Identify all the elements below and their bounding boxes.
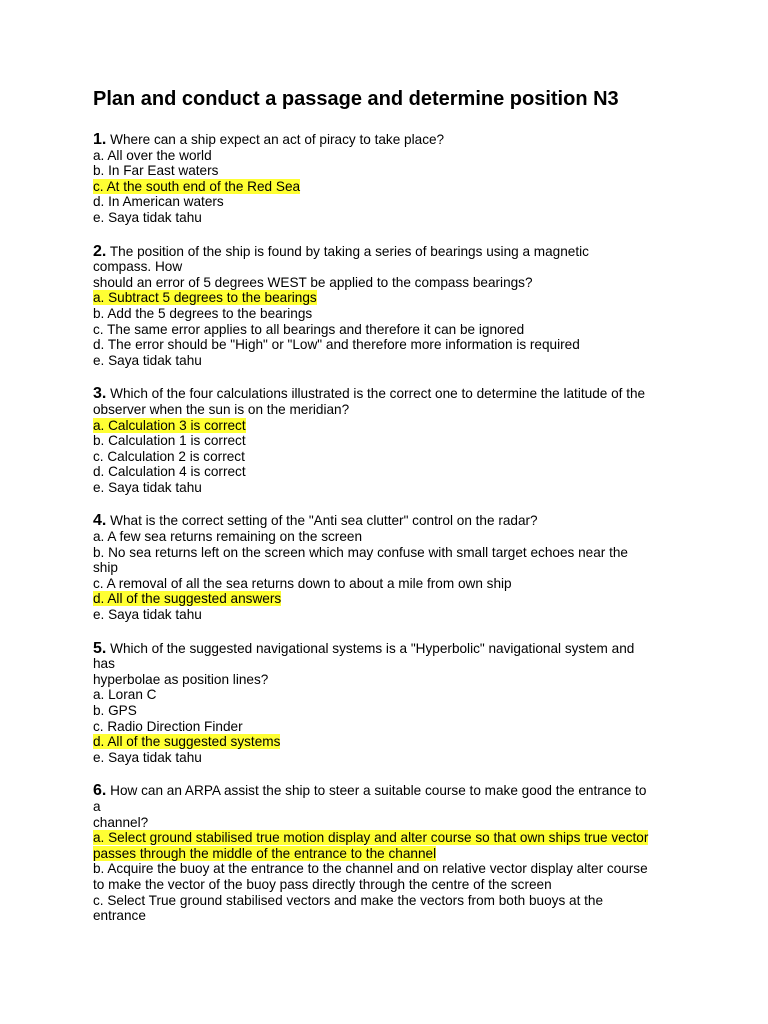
answer-option-text: c. Select True ground stabilised vectors and make the vectors from both buoys at the bbox=[93, 892, 604, 908]
answer-option-text: b. GPS bbox=[93, 703, 137, 718]
question-number: 1. bbox=[93, 131, 107, 148]
question-text: channel? bbox=[93, 814, 149, 830]
answer-option-text: e. Saya tidak tahu bbox=[93, 749, 202, 765]
answer-option-text: a. Loran C bbox=[93, 687, 157, 703]
question-text-line bbox=[93, 672, 693, 688]
answer-option bbox=[93, 194, 693, 210]
answer-option-text: entrance bbox=[93, 908, 146, 924]
question-list bbox=[93, 132, 693, 924]
answer-option-text: b. No sea returns left on the screen which may confuse with small target echoes near the bbox=[93, 544, 628, 560]
answer-option-text: d. Calculation 4 is correct bbox=[93, 464, 246, 480]
question-number: 4. bbox=[93, 512, 107, 530]
answer-option bbox=[93, 480, 693, 496]
answer-option bbox=[93, 576, 693, 592]
answer-option-highlighted bbox=[93, 179, 693, 195]
answer-option-highlighted bbox=[93, 734, 693, 750]
answer-option bbox=[93, 210, 693, 226]
answer-option bbox=[93, 893, 693, 909]
document-title: Plan and conduct a passage and determine position N3 bbox=[93, 88, 619, 110]
question-6 bbox=[93, 783, 693, 923]
question-text: a bbox=[93, 798, 101, 814]
document-page bbox=[93, 86, 693, 942]
question-text: The position of the ship is found by taking a series of bearings using a magnetic bbox=[109, 243, 589, 259]
question-text-line bbox=[93, 386, 693, 402]
answer-option-text: e. Saya tidak tahu bbox=[93, 607, 202, 623]
question-number: 2. bbox=[93, 242, 107, 260]
answer-option bbox=[93, 529, 693, 545]
answer-option bbox=[93, 464, 693, 480]
answer-option-text: b. Acquire the buoy at the entrance to the channel and on relative vector display alter course bbox=[93, 861, 648, 877]
answer-option-text: b. Calculation 1 is correct bbox=[93, 433, 246, 449]
answer-option-text: d. All of the suggested answers bbox=[93, 591, 282, 607]
answer-option bbox=[93, 861, 693, 877]
question-text: How can an ARPA assist the ship to steer a suitable course to make good the entrance to bbox=[110, 783, 647, 799]
question-number: 5. bbox=[93, 639, 107, 657]
question-3 bbox=[93, 386, 693, 495]
answer-option-text: c. Calculation 2 is correct bbox=[93, 448, 245, 464]
answer-option-highlighted bbox=[93, 418, 693, 434]
question-text-line bbox=[93, 402, 693, 418]
question-1 bbox=[93, 132, 693, 226]
answer-option bbox=[93, 306, 693, 322]
answer-option bbox=[93, 337, 693, 353]
question-text-line bbox=[93, 656, 693, 672]
answer-option-text: c. A removal of all the sea returns down to about a mile from own ship bbox=[93, 575, 512, 591]
answer-option-text: d. All of the suggested systems bbox=[93, 734, 281, 750]
answer-option-text: b. Add the 5 degrees to the bearings bbox=[93, 305, 313, 321]
answer-option bbox=[93, 449, 693, 465]
question-text-line bbox=[93, 783, 693, 799]
answer-option bbox=[93, 719, 693, 735]
answer-option bbox=[93, 750, 693, 766]
question-number: 6. bbox=[93, 782, 107, 800]
answer-option bbox=[93, 687, 693, 703]
answer-option-text: a. A few sea returns remaining on the screen bbox=[93, 529, 363, 545]
answer-option-text: d. The error should be "High" or "Low" and therefore more information is required bbox=[93, 337, 580, 353]
answer-option-text: a. Calculation 3 is correct bbox=[93, 417, 246, 433]
answer-option-text: a. Select ground stabilised true motion display and alter course so that own ships true vector bbox=[93, 830, 649, 846]
answer-option-text: c. The same error applies to all bearings and therefore it can be ignored bbox=[93, 321, 525, 337]
answer-option-text: b. In Far East waters bbox=[93, 163, 219, 179]
question-text-line bbox=[93, 259, 693, 275]
answer-option bbox=[93, 322, 693, 338]
question-text: What is the correct setting of the "Anti sea clutter" control on the radar? bbox=[110, 513, 538, 529]
answer-option bbox=[93, 908, 693, 924]
answer-option-text: ship bbox=[93, 560, 118, 576]
question-text: should an error of 5 degrees WEST be applied to the compass bearings? bbox=[93, 274, 533, 290]
question-text-line bbox=[93, 244, 693, 260]
question-5 bbox=[93, 641, 693, 766]
answer-option-highlighted bbox=[93, 846, 693, 862]
answer-option-text: c. Radio Direction Finder bbox=[93, 718, 243, 734]
answer-option bbox=[93, 607, 693, 623]
question-text-line bbox=[93, 275, 693, 291]
answer-option-text: c. At the south end of the Red Sea bbox=[93, 178, 301, 194]
question-text: hyperbolae as position lines? bbox=[93, 671, 269, 687]
question-text: compass. How bbox=[93, 259, 183, 275]
question-text-line bbox=[93, 799, 693, 815]
answer-option bbox=[93, 560, 693, 576]
answer-option-text: e. Saya tidak tahu bbox=[93, 352, 202, 368]
question-number: 3. bbox=[93, 385, 107, 403]
question-text: Which of the suggested navigational systems is a "Hyperbolic" navigational system and bbox=[110, 640, 635, 656]
answer-option-text: to make the vector of the buoy pass directly through the centre of the screen bbox=[93, 876, 552, 892]
answer-option bbox=[93, 545, 693, 561]
question-text: Where can a ship expect an act of piracy to take place? bbox=[110, 132, 445, 147]
question-2 bbox=[93, 244, 693, 369]
answer-option bbox=[93, 703, 693, 719]
answer-option-text: a. All over the world bbox=[93, 147, 212, 163]
question-text: Which of the four calculations illustrated is the correct one to determine the latitude of the bbox=[110, 386, 646, 402]
question-text-line bbox=[93, 815, 693, 831]
question-4 bbox=[93, 513, 693, 622]
question-text: has bbox=[93, 656, 115, 672]
question-text: observer when the sun is on the meridian? bbox=[93, 401, 350, 417]
question-text-line bbox=[93, 641, 693, 657]
answer-option-text: e. Saya tidak tahu bbox=[93, 209, 202, 225]
answer-option bbox=[93, 163, 693, 179]
answer-option bbox=[93, 148, 693, 164]
question-text-line bbox=[93, 513, 693, 529]
answer-option-highlighted bbox=[93, 290, 693, 306]
answer-option-text: a. Subtract 5 degrees to the bearings bbox=[93, 290, 317, 306]
answer-option-highlighted bbox=[93, 830, 693, 846]
question-text-line bbox=[93, 132, 693, 148]
answer-option-text: e. Saya tidak tahu bbox=[93, 479, 202, 495]
answer-option bbox=[93, 877, 693, 893]
answer-option bbox=[93, 353, 693, 369]
answer-option-text: d. In American waters bbox=[93, 194, 224, 210]
answer-option-text: passes through the middle of the entrance to the channel bbox=[93, 845, 437, 861]
answer-option-highlighted bbox=[93, 591, 693, 607]
answer-option bbox=[93, 433, 693, 449]
